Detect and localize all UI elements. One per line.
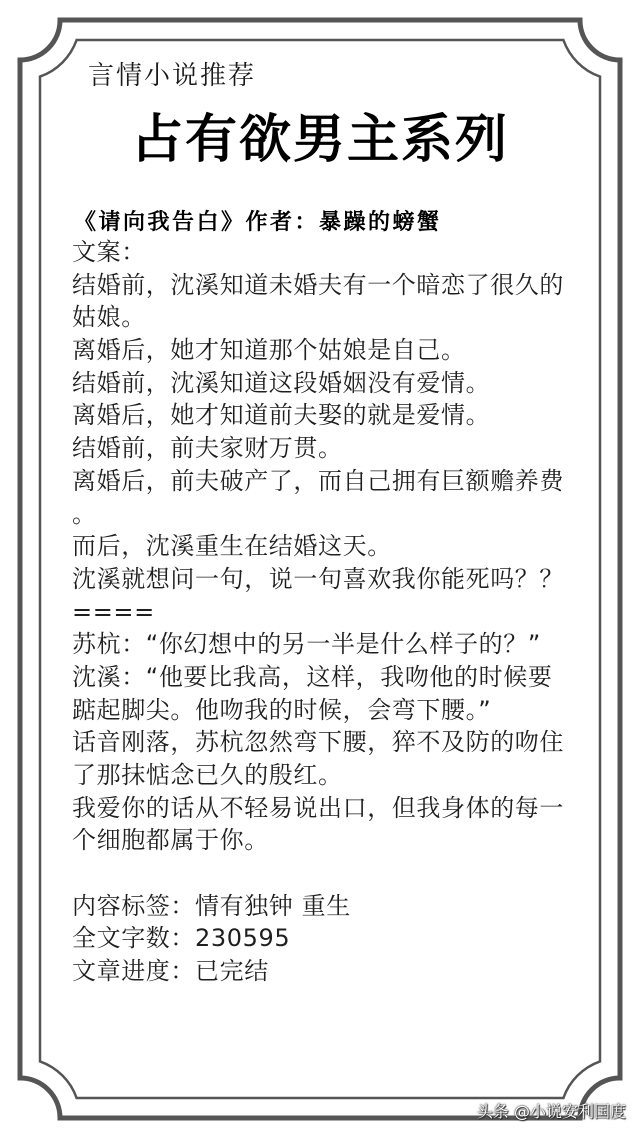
author-label: 作者： bbox=[245, 209, 320, 235]
category-label: 言情小说推荐 bbox=[88, 61, 257, 91]
synopsis-line: 离婚后，她才知道那个姑娘是自己。 bbox=[72, 336, 466, 365]
synopsis-line: 结婚前，沈溪知道未婚夫有一个暗恋了很久的 bbox=[72, 270, 564, 299]
synopsis-line: 踮起脚尖。他吻我的时候，会弯下腰。” bbox=[72, 695, 492, 724]
book-heading bbox=[74, 206, 442, 238]
info-word-count bbox=[72, 922, 592, 955]
synopsis-line: 沈溪：“他要比我高，这样，我吻他的时候要 bbox=[72, 662, 553, 691]
synopsis-line: 个细胞都属于你。 bbox=[72, 826, 269, 855]
synopsis-line: 了那抹惦念已久的殷红。 bbox=[72, 761, 343, 789]
progress-value: 已完结 bbox=[195, 957, 269, 986]
synopsis-label: 文案： bbox=[72, 238, 146, 266]
tags-label: 内容标签： bbox=[72, 891, 195, 920]
progress-label: 文章进度： bbox=[72, 957, 195, 986]
synopsis-line: 沈溪就想问一句，说一句喜欢我你能死吗？？ bbox=[72, 564, 564, 593]
synopsis-line: 。 bbox=[72, 499, 97, 528]
blank-line bbox=[72, 857, 592, 890]
synopsis-line: 我爱你的话从不轻易说出口，但我身体的每一 bbox=[72, 793, 564, 822]
author-name: 暴躁的螃蟹 bbox=[319, 209, 442, 235]
info-progress bbox=[72, 955, 592, 988]
synopsis-block bbox=[72, 236, 592, 988]
synopsis-line: 离婚后，她才知道前夫娶的就是爱情。 bbox=[72, 401, 491, 430]
book-title: 《请向我告白》 bbox=[74, 209, 246, 235]
section-divider: ==== bbox=[72, 597, 155, 626]
synopsis-line: 而后，沈溪重生在结婚这天。 bbox=[72, 532, 392, 561]
synopsis-line: 姑娘。 bbox=[72, 303, 146, 332]
word-count-label: 全文字数： bbox=[72, 924, 195, 953]
synopsis-line: 结婚前，前夫家财万贯。 bbox=[72, 434, 343, 463]
synopsis-line: 离婚后，前夫破产了，而自己拥有巨额赡养费 bbox=[72, 466, 564, 495]
word-count-value: 230595 bbox=[195, 924, 291, 953]
source-watermark: 头条 @小说安利国度 bbox=[476, 1102, 626, 1121]
synopsis-line: 话音刚落，苏杭忽然弯下腰，猝不及防的吻住 bbox=[72, 728, 564, 757]
synopsis-line: 苏杭：“你幻想中的另一半是什么样子的？” bbox=[72, 630, 541, 659]
info-tags bbox=[72, 890, 592, 923]
tags-value: 情有独钟 重生 bbox=[195, 891, 351, 920]
series-title: 占有欲男主系列 bbox=[130, 109, 509, 170]
synopsis-line: 结婚前，沈溪知道这段婚姻没有爱情。 bbox=[72, 368, 491, 397]
